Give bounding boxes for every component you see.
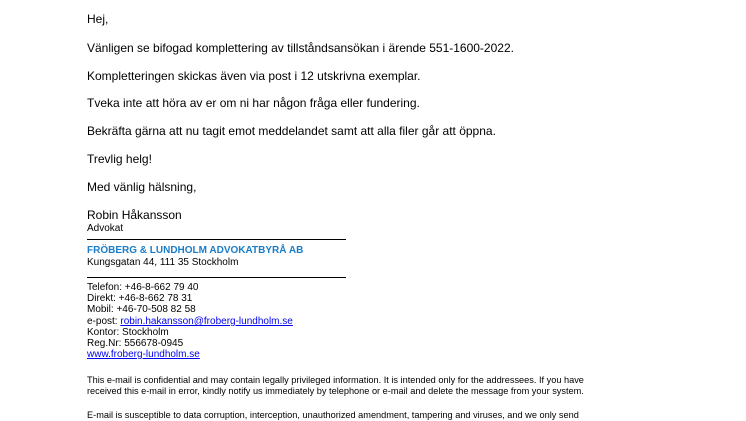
office: Kontor: Stockholm bbox=[87, 327, 169, 338]
contact-divider bbox=[87, 277, 346, 278]
email-link[interactable]: robin.hakansson@froberg-lundholm.se bbox=[120, 316, 293, 327]
paragraph-questions: Tveka inte att höra av er om ni har någon fråga eller fundering. bbox=[87, 96, 420, 110]
phone-main: Telefon: +46-8-662 79 40 bbox=[87, 282, 199, 293]
email-line bbox=[87, 316, 293, 327]
registration-number: Reg.Nr: 556678-0945 bbox=[87, 338, 184, 349]
firm-name: FRÖBERG & LUNDHOLM ADVOKATBYRÅ AB bbox=[87, 245, 304, 256]
phone-direct: Direkt: +46-8-662 78 31 bbox=[87, 293, 193, 304]
disclaimer-line-2: received this e-mail in error, kindly notify us immediately by telephone or e-mail and delete the message from your system. bbox=[87, 386, 584, 396]
email-label: e-post: bbox=[87, 316, 121, 327]
signature-divider bbox=[87, 239, 346, 240]
paragraph-attachment: Vänligen se bifogad komplettering av tillståndsansökan i ärende 551-1600-2022. bbox=[87, 41, 514, 55]
phone-mobile: Mobil: +46-70-508 82 58 bbox=[87, 304, 196, 315]
paragraph-weekend: Trevlig helg! bbox=[87, 152, 152, 166]
signature-name: Robin Håkansson bbox=[87, 208, 182, 222]
paragraph-post: Kompletteringen skickas även via post i 12 utskrivna exemplar. bbox=[87, 69, 421, 83]
website-line bbox=[87, 349, 200, 360]
disclaimer-line-1: This e-mail is confidential and may contain legally privileged information. It is intended only for the addressees. If you have bbox=[87, 375, 584, 385]
signature-title: Advokat bbox=[87, 223, 124, 234]
greeting: Hej, bbox=[87, 12, 109, 26]
disclaimer-line-3: E-mail is susceptible to data corruption, interception, unauthorized amendment, tampering and viruses, and we only send bbox=[87, 410, 579, 420]
firm-address: Kungsgatan 44, 111 35 Stockholm bbox=[87, 257, 239, 268]
closing: Med vänlig hälsning, bbox=[87, 180, 197, 194]
paragraph-confirm: Bekräfta gärna att nu tagit emot meddelandet samt att alla filer går att öppna. bbox=[87, 124, 496, 138]
website-link[interactable]: www.froberg-lundholm.se bbox=[87, 349, 200, 360]
